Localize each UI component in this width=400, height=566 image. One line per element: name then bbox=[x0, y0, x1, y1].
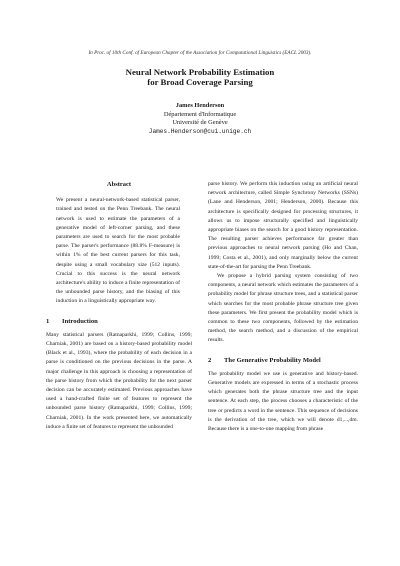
author-name: James Henderson bbox=[175, 102, 225, 109]
left-column bbox=[46, 180, 192, 432]
author-university: Université de Genève bbox=[172, 119, 228, 127]
author-email: James.Henderson@cui.unige.ch bbox=[148, 127, 252, 135]
section-2-heading bbox=[208, 356, 358, 365]
intro-continuation: parse history. We perform this induction using an artificial neural network architecture, called Simple Synchrony Networks (SSNs) (Lane and Henderson, 2001; Henderson, 2000). Because this architecture is specifically designed for processing structures, it allows us to impose structurally specified and linguistically appropriate biases on the search for a good history representation. The resulting parser achieves performance far greater than previous approaches to neural network parsing (Ho and Chan, 1999; Costa et al., 2001), and only marginally below the current state-of-the-art for parsing the Penn Treebank. bbox=[208, 181, 358, 270]
title-line-2: for Broad Coverage Parsing bbox=[147, 77, 253, 87]
author-department: Département d'Informatique bbox=[163, 110, 237, 118]
abstract-heading: Abstract bbox=[106, 181, 132, 188]
section-1-paragraph: Many statistical parsers (Ratnaparkhi, 1999; Collins, 1999; Charniak, 2001) are based on a history-based probability model (Black et al., 1993), where the probability of each decision in a parse is conditioned on the previous decisions in the parse. A major challenge in this approach is choosing a representation of the parse history from which the probability for the next parser decision can be accurately estimated. Previous approaches have used a hand-crafted finite set of features to represent the unbounded parse history (Ratnaparkhi, 1999; Collins, 1999; Charniak, 2001). In the work presented here, we automatically induce a finite set of features to represent the unbounded bbox=[46, 331, 192, 430]
title-line-1: Neural Network Probability Estimation bbox=[125, 67, 275, 77]
intro-paragraph-2: We propose a hybrid parsing system consisting of two components, a neural network which estimates the parameters of a probability model for phrase structure trees, and a statistical parser which searches for the most probable phrase structure tree given these parameters. We first present the probability model which is common to these two components, followed by the estimation method, the search method, and a discussion of the empirical results. bbox=[208, 273, 358, 344]
paper-title bbox=[0, 67, 400, 87]
right-column bbox=[208, 180, 358, 434]
section-2-paragraph: The probability model we use is generative and history-based. Generative models are expressed in terms of a stochastic process which generates both the phrase structure tree and the input sentence. At each step, the process chooses a characteristic of the tree or predicts a word in the sentence. This sequence of decisions is the derivation of the tree, which we will denote d1,...,dm. Because there is a one-to-one mapping from phrase bbox=[208, 370, 358, 433]
section-2-number: 2 bbox=[208, 356, 212, 364]
abstract-text: We present a neural-network-based statistical parser, trained and tested on the Penn Treebank. The neural network is used to estimate the parameters of a generative model of left-corner parsing, and these parameters are used to search for the most probable parse. The parser's performance (88.8% F-measure) is within 1% of the best current parsers for this task, despite using a small vocabulary size (512 inputs). Crucial to this success is the neural network architecture's ability to induce a finite representation of the unbounded parse history, and the biasing of this induction in a linguistically appropriate way. bbox=[56, 197, 180, 305]
author-block bbox=[0, 102, 400, 136]
section-2-title: The Generative Probability Model bbox=[224, 356, 321, 364]
section-1-heading bbox=[46, 317, 192, 326]
conference-note: In Proc. of 10th Conf. of European Chapter of the Association for Computational Linguistics (EACL 2003). bbox=[88, 50, 312, 56]
section-1-number: 1 bbox=[46, 317, 50, 325]
section-1-title: Introduction bbox=[62, 317, 98, 325]
